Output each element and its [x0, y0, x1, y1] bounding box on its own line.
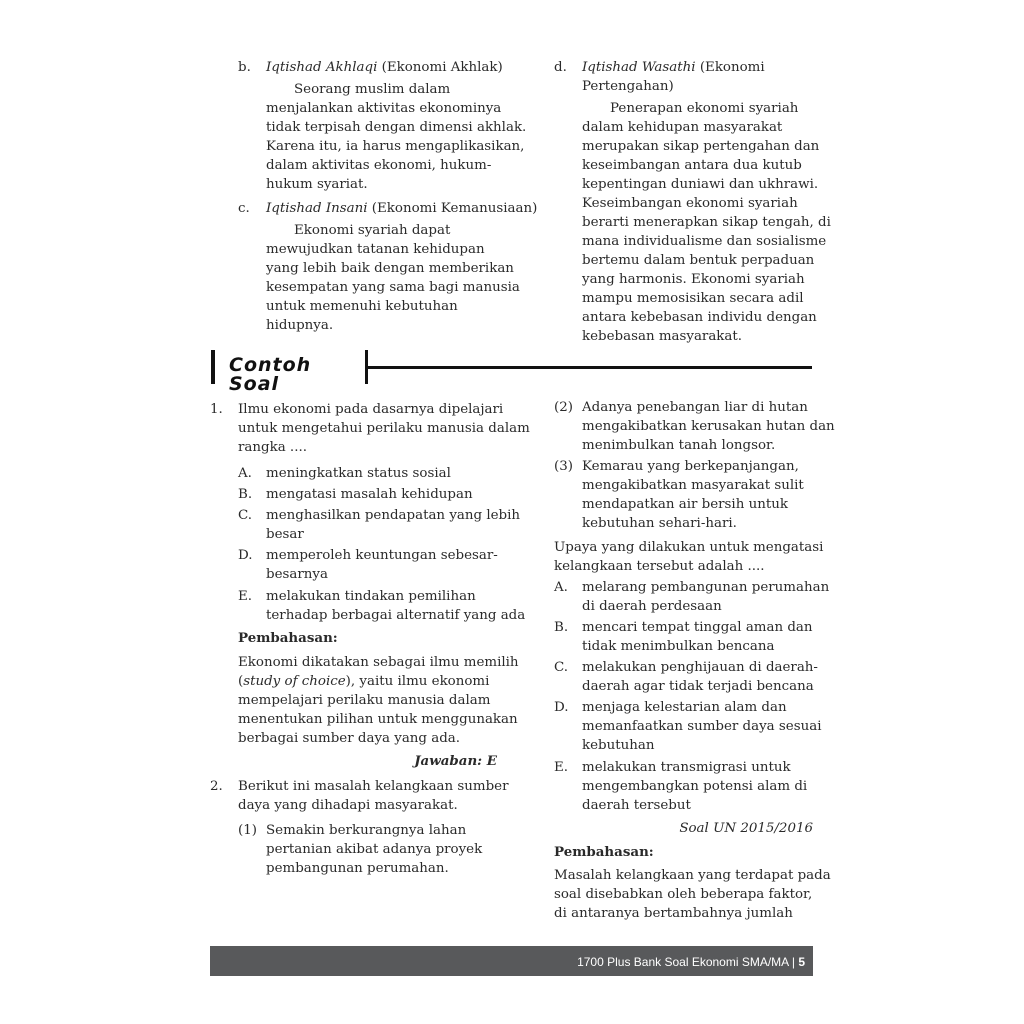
section-divider	[358, 366, 812, 369]
text-line: kesempatan yang sama bagi manusia	[266, 280, 520, 295]
footer-text	[577, 953, 805, 972]
text-line: Karena itu, ia harus mengaplikasikan,	[266, 139, 525, 154]
option-text: menghasilkan pendapatan yang lebih	[266, 508, 521, 523]
option-text: kebutuhan	[582, 738, 655, 753]
option-text: melakukan transmigrasi untuk	[582, 760, 791, 775]
option-text: mengatasi masalah kehidupan	[266, 487, 473, 502]
explanation-text: di antaranya bertambahnya jumlah	[554, 906, 793, 921]
item-text: mengakibatkan kerusakan hutan dan	[582, 419, 835, 434]
option-text: terhadap berbagai alternatif yang ada	[266, 608, 526, 623]
option-letter: A.	[554, 580, 568, 595]
item-number: (2)	[554, 400, 573, 415]
item-text: Adanya penebangan liar di hutan	[582, 400, 808, 415]
item-letter: c.	[238, 201, 250, 216]
text-line: dalam kehidupan masyarakat	[582, 120, 783, 135]
text-line: merupakan sikap pertengahan dan	[582, 139, 820, 154]
question-stem: rangka ....	[238, 440, 307, 455]
option-text: melakukan tindakan pemilihan	[266, 589, 476, 604]
question-number: 2.	[210, 779, 223, 794]
text-line: kepentingan duniawi dan ukhrawi.	[582, 177, 819, 192]
option-letter: C.	[554, 660, 569, 675]
option-letter: D.	[238, 548, 253, 563]
text-line: dalam aktivitas ekonomi, hukum-	[266, 158, 492, 173]
option-text: mengembangkan potensi alam di	[582, 779, 808, 794]
question-prompt: Upaya yang dilakukan untuk mengatasi	[554, 540, 824, 555]
text-line: menjalankan aktivitas ekonominya	[266, 101, 502, 116]
item-title: Iqtishad Akhlaqi (Ekonomi Akhlak)	[266, 60, 503, 75]
option-text: melarang pembangunan perumahan	[582, 580, 830, 595]
page-footer	[210, 946, 813, 976]
option-letter: A.	[238, 466, 252, 481]
text-line: Penerapan ekonomi syariah	[610, 101, 799, 116]
text-line: Ekonomi syariah dapat	[294, 223, 451, 238]
item-text: menimbulkan tanah longsor.	[582, 438, 776, 453]
option-text: di daerah perdesaan	[582, 599, 722, 614]
option-text: daerah agar tidak terjadi bencana	[582, 679, 814, 694]
text-line: keseimbangan antara dua kutub	[582, 158, 802, 173]
item-letter: d.	[554, 60, 567, 75]
option-letter: B.	[554, 620, 569, 635]
option-text: daerah tersebut	[582, 798, 691, 813]
text-line: Seorang muslim dalam	[294, 82, 451, 97]
explanation-text: Masalah kelangkaan yang terdapat pada	[554, 868, 831, 883]
item-title: Iqtishad Wasathi (Ekonomi	[582, 60, 765, 75]
text-line: mampu memosisikan secara adil	[582, 291, 804, 306]
item-text: Kemarau yang berkepanjangan,	[582, 459, 799, 474]
item-title: Iqtishad Insani (Ekonomi Kemanusiaan)	[266, 201, 538, 216]
question-stem: Ilmu ekonomi pada dasarnya dipelajari	[238, 402, 504, 417]
explanation-label: Pembahasan:	[554, 844, 654, 860]
option-text: besar	[266, 527, 304, 542]
option-letter: C.	[238, 508, 253, 523]
option-text: menjaga kelestarian alam dan	[582, 700, 787, 715]
text-line: Keseimbangan ekonomi syariah	[582, 196, 798, 211]
item-title-cont: Pertengahan)	[582, 79, 674, 94]
text-line: yang lebih baik dengan memberikan	[266, 261, 514, 276]
option-text: mencari tempat tinggal aman dan	[582, 620, 813, 635]
text-line: berarti menerapkan sikap tengah, di	[582, 215, 831, 230]
item-text: Semakin berkurangnya lahan	[266, 823, 467, 838]
item-text: kebutuhan sehari-hari.	[582, 516, 737, 531]
option-text: tidak menimbulkan bencana	[582, 639, 775, 654]
question-stem: Berikut ini masalah kelangkaan sumber	[238, 779, 509, 794]
explanation-label: Pembahasan:	[238, 630, 338, 646]
question-source: Soal UN 2015/2016	[679, 821, 813, 836]
text-line: hidupnya.	[266, 318, 334, 333]
item-text: pertanian akibat adanya proyek	[266, 842, 483, 857]
option-text: memanfaatkan sumber daya sesuai	[582, 719, 822, 734]
explanation-text: berbagai sumber daya yang ada.	[238, 731, 461, 746]
explanation-text: (study of choice), yaitu ilmu ekonomi	[238, 674, 490, 689]
option-letter: E.	[238, 589, 253, 604]
section-title-text: Contoh Soal	[229, 354, 312, 396]
text-line: kebebasan masyarakat.	[582, 329, 743, 344]
explanation-text: menentukan pilihan untuk menggunakan	[238, 712, 518, 727]
text-line: yang harmonis. Ekonomi syariah	[582, 272, 805, 287]
explanation-text: mempelajari perilaku manusia dalam	[238, 693, 491, 708]
explanation-text: Ekonomi dikatakan sebagai ilmu memilih	[238, 655, 519, 670]
item-text: mendapatkan air bersih untuk	[582, 497, 788, 512]
item-letter: b.	[238, 60, 251, 75]
text-line: mewujudkan tatanan kehidupan	[266, 242, 485, 257]
item-number: (1)	[238, 823, 257, 838]
answer-key: Jawaban: E	[414, 753, 497, 769]
option-letter: E.	[554, 760, 569, 775]
option-letter: D.	[554, 700, 569, 715]
text-line: bertemu dalam bentuk perpaduan	[582, 253, 815, 268]
item-text: pembangunan perumahan.	[266, 861, 449, 876]
question-stem: daya yang dihadapi masyarakat.	[238, 798, 458, 813]
section-title	[211, 350, 368, 396]
question-stem: untuk mengetahui perilaku manusia dalam	[238, 421, 530, 436]
text-line: tidak terpisah dengan dimensi akhlak.	[266, 120, 527, 135]
book-title: 1700 Plus Bank Soal Ekonomi SMA/MA |	[577, 955, 799, 969]
text-line: mana individualisme dan sosialisme	[582, 234, 827, 249]
item-number: (3)	[554, 459, 573, 474]
option-text: besarnya	[266, 567, 328, 582]
option-text: memperoleh keuntungan sebesar-	[266, 548, 498, 563]
option-letter: B.	[238, 487, 253, 502]
text-line: antara kebebasan individu dengan	[582, 310, 817, 325]
question-prompt: kelangkaan tersebut adalah ....	[554, 559, 765, 574]
text-line: hukum syariat.	[266, 177, 368, 192]
text-line: untuk memenuhi kebutuhan	[266, 299, 458, 314]
option-text: melakukan penghijauan di daerah-	[582, 660, 818, 675]
page-number: 5	[798, 955, 805, 969]
item-text: mengakibatkan masyarakat sulit	[582, 478, 804, 493]
explanation-text: soal disebabkan oleh beberapa faktor,	[554, 887, 813, 902]
question-number: 1.	[210, 402, 223, 417]
option-text: meningkatkan status sosial	[266, 466, 451, 481]
